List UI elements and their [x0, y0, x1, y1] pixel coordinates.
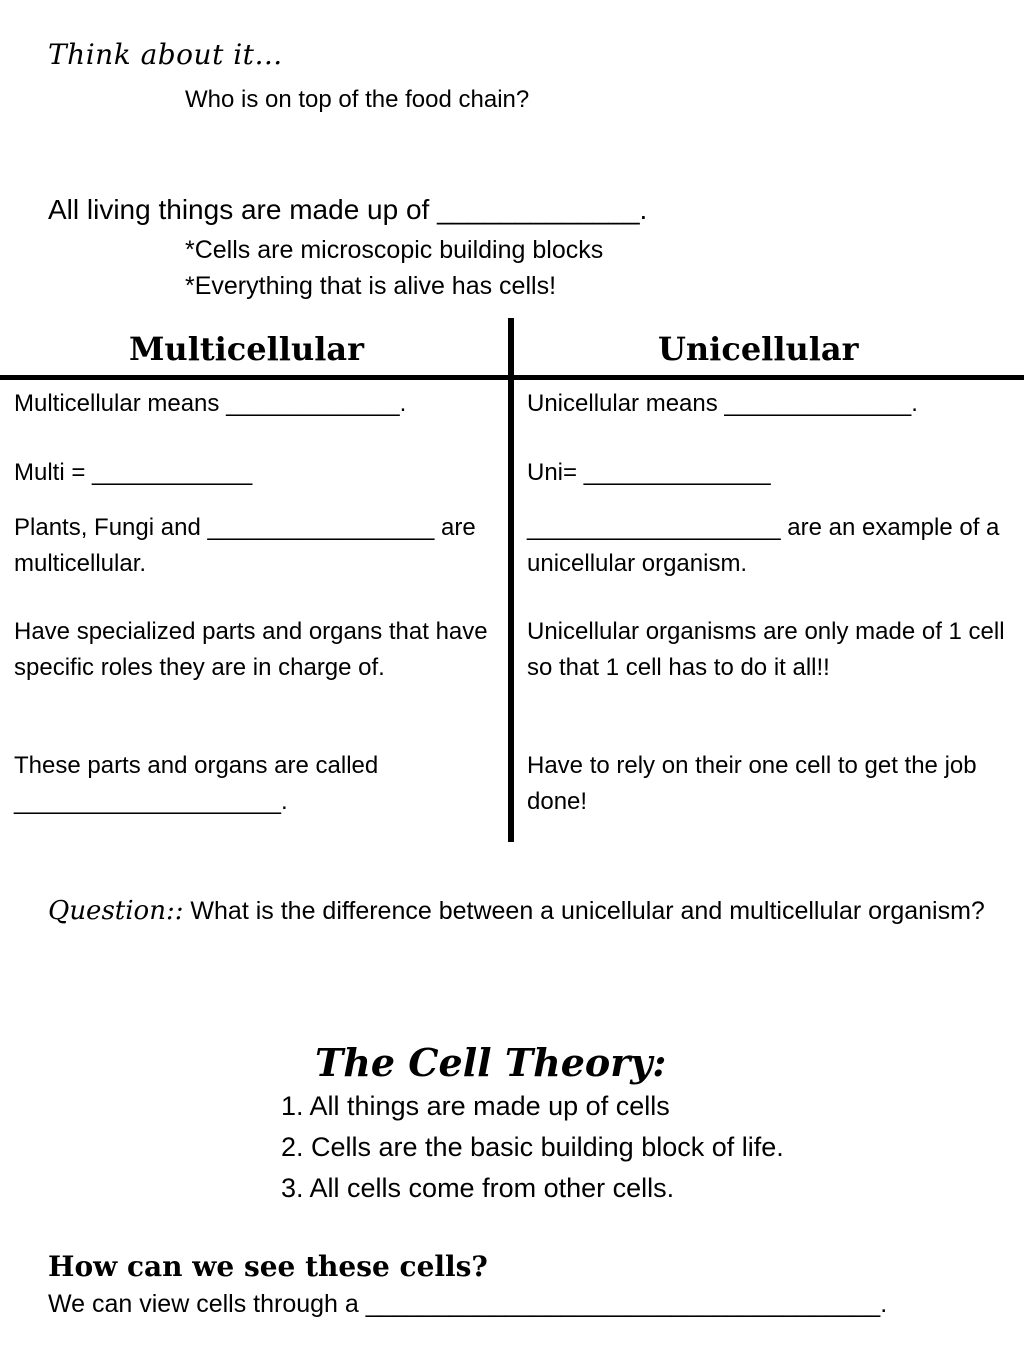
unicellular-row-4: Unicellular organisms are only made of 1 cell so that 1 cell has to do it all!!	[527, 618, 1005, 681]
table-vertical-divider	[508, 318, 514, 842]
difference-question	[48, 892, 988, 931]
view-cells-statement: We can view cells through a _____________________________________.	[48, 1290, 888, 1318]
living-things-statement: All living things are made up of _____________.	[48, 194, 648, 225]
unicellular-row-5: Have to rely on their one cell to get the job done!	[527, 752, 977, 815]
multicellular-row-1: Multicellular means _____________.	[14, 390, 407, 417]
cells-bullet-1: *Cells are microscopic building blocks	[185, 236, 604, 264]
unicellular-row-1: Unicellular means ______________.	[527, 390, 918, 417]
food-chain-question: Who is on top of the food chain?	[185, 86, 530, 113]
cell-theory-title: The Cell Theory:	[315, 1040, 667, 1085]
unicellular-row-2: Uni= ______________	[527, 459, 771, 486]
cells-bullet-2: *Everything that is alive has cells!	[185, 272, 557, 300]
cell-theory-item-3: 3. All cells come from other cells.	[281, 1173, 675, 1203]
question-label: Question::	[48, 896, 184, 926]
how-see-cells-heading: How can we see these cells?	[48, 1250, 488, 1283]
multicellular-row-2: Multi = ____________	[14, 459, 253, 486]
multicellular-header: Multicellular	[129, 330, 364, 368]
multicellular-row-4: Have specialized parts and organs that have specific roles they are in charge of.	[14, 618, 488, 681]
multicellular-row-5: These parts and organs are called ____________________.	[14, 752, 379, 815]
cell-theory-item-2: 2. Cells are the basic building block of life.	[281, 1132, 784, 1162]
cell-theory-item-1: 1. All things are made up of cells	[281, 1091, 670, 1121]
question-text: What is the difference between a unicellular and multicellular organism?	[183, 897, 985, 925]
unicellular-row-3: ___________________ are an example of a unicellular organism.	[527, 514, 1000, 577]
multicellular-row-3: Plants, Fungi and _________________ are multicellular.	[14, 514, 476, 577]
think-about-it-heading: Think about it…	[48, 38, 283, 71]
unicellular-header: Unicellular	[658, 330, 859, 368]
